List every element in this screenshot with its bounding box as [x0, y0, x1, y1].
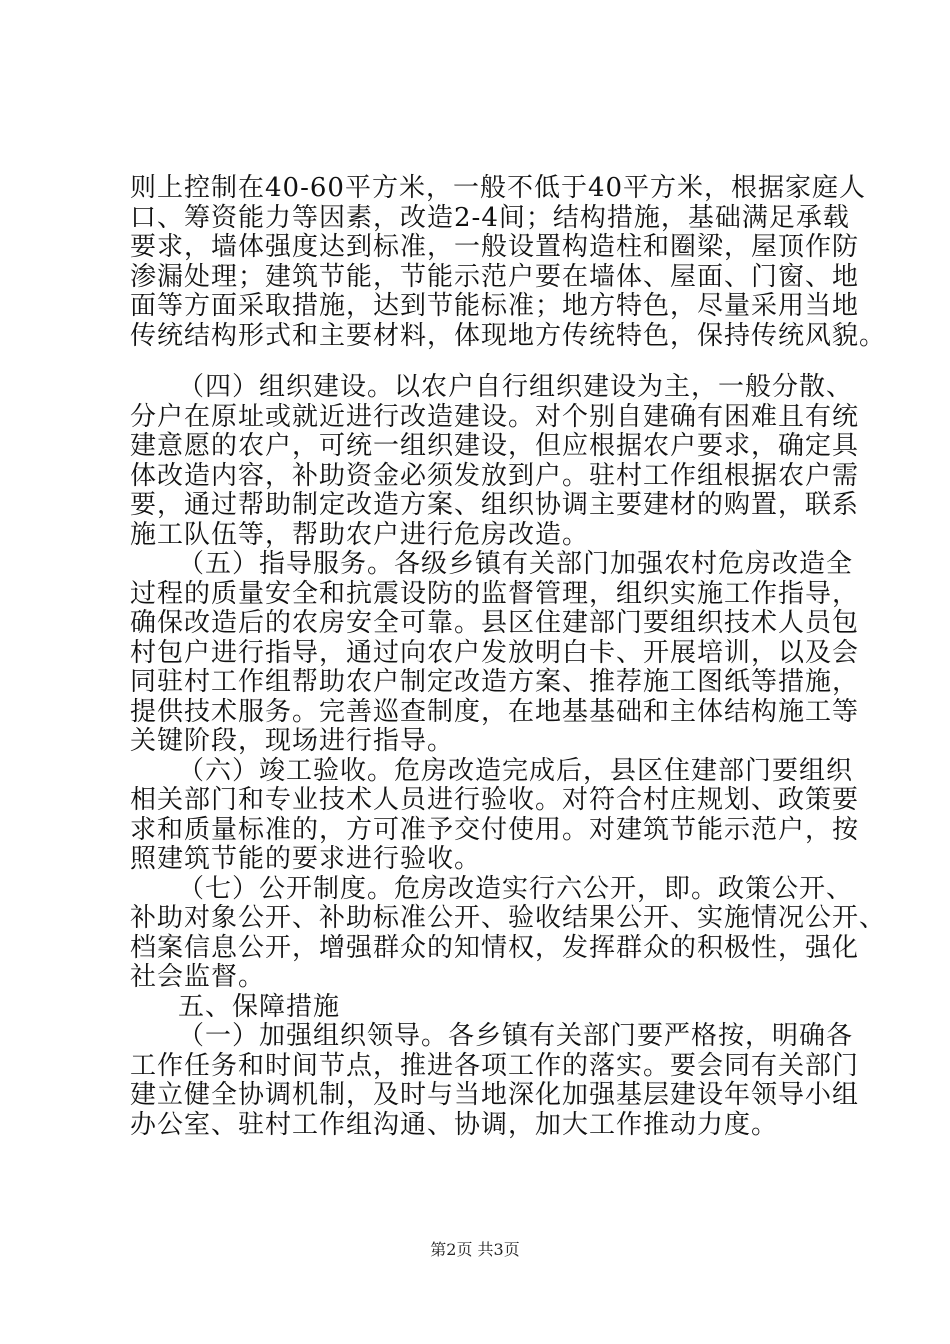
text-line: 口、筹资能力等因素，改造2-4间；结构措施，基础满足承载 [130, 203, 850, 233]
text-line: 面等方面采取措施，达到节能标准；地方特色，尽量采用当地 [130, 291, 860, 321]
text-line: （一）加强组织领导。各乡镇有关部门要严格按，明确各 [178, 1021, 854, 1051]
page-footer [0, 1240, 950, 1260]
text-line: （四）组织建设。以农户自行组织建设为主，一般分散、 [178, 372, 854, 402]
text-line: 办公室、驻村工作组沟通、协调，加大工作推动力度。 [130, 1110, 779, 1140]
section-heading: 五、保障措施 [178, 992, 341, 1022]
text-line: 建意愿的农户，可统一组织建设，但应根据农户要求，确定具 [130, 431, 860, 461]
page-number-label: 第2页 共3页 [430, 1240, 520, 1259]
text-line: 确保改造后的农房安全可靠。县区住建部门要组织技术人员包 [130, 608, 860, 638]
text-line: 社会监督。 [130, 962, 266, 992]
text-line: 提供技术服务。完善巡查制度，在地基基础和主体结构施工等 [130, 697, 860, 727]
text-line: 工作任务和时间节点，推进各项工作的落实。要会同有关部门 [130, 1051, 860, 1081]
text-line: 要，通过帮助制定改造方案、组织协调主要建材的购置，联系 [130, 490, 860, 520]
text-line: 建立健全协调机制，及时与当地深化加强基层建设年领导小组 [130, 1080, 860, 1110]
text-line: （七）公开制度。危房改造实行六公开，即。政策公开、 [178, 874, 854, 904]
text-line: 过程的质量安全和抗震设防的监督管理，组织实施工作指导， [130, 579, 860, 609]
text-line: （五）指导服务。各级乡镇有关部门加强农村危房改造全 [178, 549, 854, 579]
text-line: 渗漏处理；建筑节能，节能示范户要在墙体、屋面、门窗、地 [130, 262, 860, 292]
text-line: 求和质量标准的，方可准予交付使用。对建筑节能示范户，按 [130, 815, 860, 845]
text-line: 传统结构形式和主要材料，体现地方传统特色，保持传统风貌。 [130, 321, 887, 351]
text-line: 同驻村工作组帮助农户制定改造方案、推荐施工图纸等措施， [130, 667, 860, 697]
text-line: 相关部门和专业技术人员进行验收。对符合村庄规划、政策要 [130, 785, 860, 815]
text-line: （六）竣工验收。危房改造完成后，县区住建部门要组织 [178, 756, 854, 786]
text-line: 关键阶段，现场进行指导。 [130, 726, 455, 756]
text-line: 档案信息公开，增强群众的知情权，发挥群众的积极性，强化 [130, 933, 860, 963]
text-line: 补助对象公开、补助标准公开、验收结果公开、实施情况公开、 [130, 903, 887, 933]
text-line: 分户在原址或就近进行改造建设。对个别自建确有困难且有统 [130, 402, 860, 432]
text-line: 照建筑节能的要求进行验收。 [130, 844, 482, 874]
text-line: 则上控制在40-60平方米，一般不低于40平方米，根据家庭人 [130, 173, 867, 203]
text-line: 要求，墙体强度达到标准，一般设置构造柱和圈梁，屋顶作防 [130, 232, 860, 262]
text-line: 村包户进行指导，通过向农户发放明白卡、开展培训，以及会 [130, 638, 860, 668]
text-line: 施工队伍等，帮助农户进行危房改造。 [130, 520, 590, 550]
text-line: 体改造内容，补助资金必须发放到户。驻村工作组根据农户需 [130, 461, 860, 491]
